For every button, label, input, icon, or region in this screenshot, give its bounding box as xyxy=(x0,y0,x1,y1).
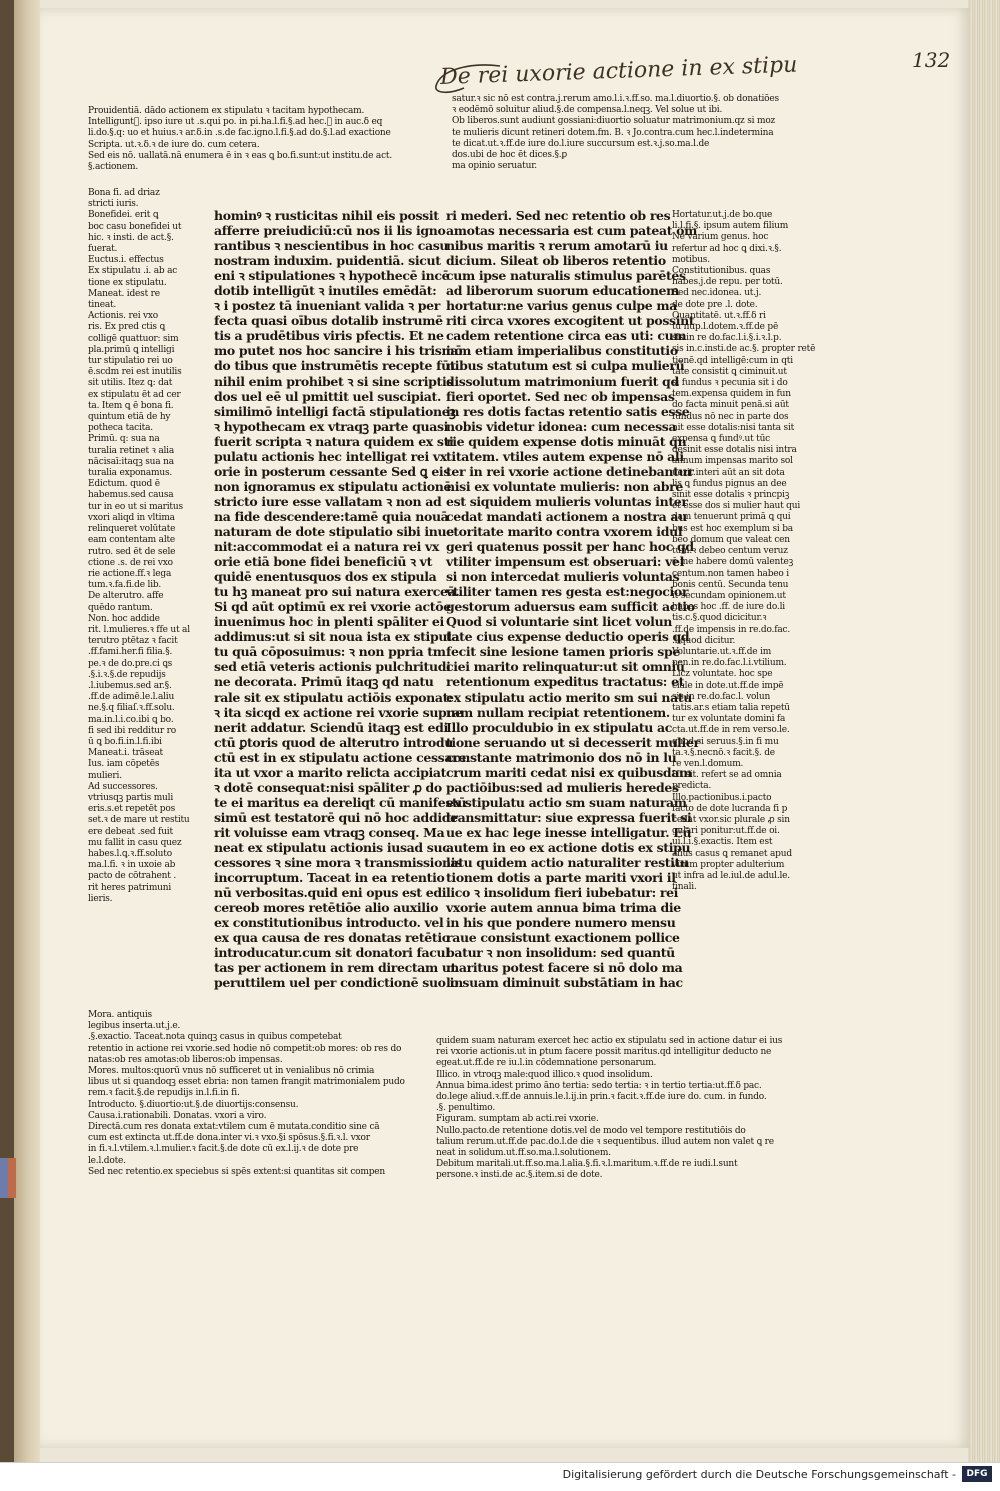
text-line: finali. xyxy=(672,882,697,893)
text-line: Sed nec.idonea. ut.j. xyxy=(672,288,762,299)
text-line: le.l.dote. xyxy=(88,1155,126,1166)
text-line: ctoritate marito contra vxorem idul xyxy=(446,523,683,539)
text-line: tu hꝫ maneat pro sui natura exerceā. xyxy=(214,584,460,600)
text-line: neat ex stipulatu actionis iusad suc xyxy=(214,839,450,855)
text-line: dos.ubi de hoc ēt dices.§.ꝑ xyxy=(452,150,567,161)
text-line: tionem dotis a parte mariti vxori il xyxy=(446,870,676,886)
text-line: Mores. multos:quorū vnus nō sufficeret ut in venialibus nō crimia xyxy=(88,1066,375,1077)
text-line: Quantitatē. ut.ꝛ.ff.δ ri xyxy=(672,310,766,321)
text-line: te ei maritus ea dereliqt cū manifestū xyxy=(214,794,467,810)
text-line: cum est extincta ut.ff.de dona.inter vi.ꝛ vxo.§i spōsus.§.fi.ꝛ.l. vxor xyxy=(88,1133,370,1144)
text-line: rie quidem expense dotis minuāt qn xyxy=(446,433,687,449)
text-line: talium rerum.ut.ff.de pac.do.l.de die ꝛ sequentibus. illud autem non valet ꝗ re xyxy=(436,1136,774,1147)
text-line: ctū est in ex stipulatu actione cessare: xyxy=(214,749,471,765)
text-line: desinit esse dotalis nisi intra xyxy=(672,445,797,456)
text-line: te mulieris dicunt retineri dotem.fm. B. ꝛ Jo.contra.cum hec.l.indetermina xyxy=(452,127,774,138)
text-line: te dicat.ut.ꝛ.ff.de iure do.l.iure succursum est.ꝛ.j.so.ma.l.de xyxy=(452,138,710,149)
text-line: nācisaī:itaqꝫ sua na xyxy=(88,456,174,467)
text-line: pulatu actionis hec intelligat rei vx xyxy=(214,448,447,464)
text-line: naturam de dote stipulatio sibi inue xyxy=(214,523,454,539)
text-line: bus est hoc exemplum si ba xyxy=(672,523,793,534)
text-line: cta.ut.ff.de in rem verso.le. xyxy=(672,725,790,736)
text-line: gestorum aduersus eam sufficit actio xyxy=(446,599,695,615)
text-line: quintum etiā de hy xyxy=(88,412,171,423)
text-line: Intelliguntᷣ. ipso iure ut .s.qui po. in pi.ha.l.fi.§.ad hec.ꝛ in auc.δ eq xyxy=(88,117,383,128)
text-line: Ut sit. refert se ad omnia xyxy=(672,770,782,781)
gloss-bottom-right xyxy=(436,1036,802,1182)
text-line: tu quā cōposuimus: ꝛ non ppria tm xyxy=(214,644,446,660)
text-line: .l.iubemus.sed ar.§. xyxy=(88,680,172,691)
text-line: Scripta. ut.ꝛ.δ.ꝛ de iure do. cum cetera. xyxy=(88,139,260,150)
text-line: batur ꝛ non insolidum: sed quantū xyxy=(446,945,675,961)
text-line: incorruptum. Taceat in ea retentio xyxy=(214,870,445,886)
text-line: ta. Item ꝗ ē bona fi. xyxy=(88,400,174,411)
text-line: lico ꝛ insolidum fieri iubebatur: rei xyxy=(446,885,679,901)
book-cover-edge xyxy=(0,0,14,1462)
text-line: nostram induxim. puidentiā. sicut xyxy=(214,253,441,269)
text-line: cessores ꝛ sine mora ꝛ transmissionis xyxy=(214,855,462,871)
text-line: Edictum. quod ē xyxy=(88,479,160,490)
text-line: maritus potest facere si nō dolo ma xyxy=(446,960,683,976)
text-line: nobis videtur idonea: cum necessa xyxy=(446,418,677,434)
text-line: lis ꝗ fundus pignus an dee xyxy=(672,478,787,489)
text-line: Primū. q: sua na xyxy=(88,434,160,445)
text-line: turalia retinet ꝛ alia xyxy=(88,445,175,456)
text-line: cadem retentione circa eas uti: cum xyxy=(446,328,687,344)
text-line: boc casu bonefidei ut xyxy=(88,221,182,232)
text-line: §.actionem. xyxy=(88,162,138,173)
text-line: ꝛ hypothecam ex vtraqꝫ parte quasi xyxy=(214,418,449,434)
text-line: nibus statutum est si culpa mulierū xyxy=(446,358,685,374)
text-line: neat in solidum.ut.ff.so.ma.l.solutionem. xyxy=(436,1148,611,1159)
text-line: centum.non tamen habeo i xyxy=(672,568,789,579)
text-line: retentionum expeditus tractatus: et xyxy=(446,674,685,690)
text-line: tur in eo ut si maritus xyxy=(88,501,183,512)
text-line: Sed eis nō. uallatā.nā enumera ē in ꝛ eas ꝗ bo.fi.sunt:ut institu.de act. xyxy=(88,150,392,161)
gloss-bottom-left xyxy=(88,1010,426,1178)
text-line: ex constitutionibus introducto. vel xyxy=(214,915,444,931)
text-line: rit. l.mulieres.ꝛ ffe ut al xyxy=(88,624,190,635)
text-line: rit heres patrimuni xyxy=(88,882,172,893)
text-line: tum.ꝛ.fa.fi.de lib. xyxy=(88,580,162,591)
text-line: tas per actionem in rem directam ut xyxy=(214,960,457,976)
text-line: ere debeat .sed fuit xyxy=(88,826,173,837)
text-line: mu fallit in casu quez xyxy=(88,837,182,848)
text-line: do.lege aliud.ꝛ.ff.de annuis.le.l.ij.in prin.ꝛ facit.ꝛ.ff.de iure do. cum. in fundo. xyxy=(436,1092,767,1103)
text-line: Actionis. rei vxo xyxy=(88,311,159,322)
text-line: hominꝰ ꝛ rusticitas nihil eis possit xyxy=(214,208,439,223)
gloss-top xyxy=(88,106,428,173)
text-line: cereob mores retētiōe alio auxilio xyxy=(214,900,439,916)
dfg-logo: DFG xyxy=(962,1466,992,1482)
text-line: mo putet nos hoc sancire i his trismō xyxy=(214,343,463,359)
handwritten-title: De rei uxorie actione in ex stipu xyxy=(439,52,798,90)
text-line: quēdo rantum. xyxy=(88,602,153,613)
text-line: titatem. vtiles autem expense nō ali xyxy=(446,448,684,464)
right-page-stack xyxy=(968,0,1000,1462)
text-line: iam etiam imperialibus constitutio xyxy=(446,343,678,359)
text-line: fi sed ibi redditur ro xyxy=(88,725,176,736)
text-line: Directā.cum res donata extat:vtilem cum ē mutata.conditio sine cā xyxy=(88,1122,380,1133)
text-line: fuerit scripta ꝛ natura quidem ex sti xyxy=(214,433,454,449)
text-line: habemus.sed causa xyxy=(88,490,174,501)
text-line: est siquidem mulieris voluntas inter xyxy=(446,493,688,509)
text-line: libus ut si quandoqꝫ esset ebria: non tamen frangit matrimonialem pudo xyxy=(88,1077,405,1088)
text-line: latu quidem actio naturaliter restitu xyxy=(446,855,689,871)
text-line: Prouidentiā. dādo actionem ex stipulatu ꝛ tacitam hypothecam. xyxy=(88,106,365,116)
text-line: Ob liberos.sunt audiunt gossiani:diuortio soluatur matrimonium.qz si moz xyxy=(452,116,776,127)
text-line: tione ex stipulatu. xyxy=(88,277,167,288)
text-line: Causa.i.rationabili. Donatas. vxori a viro. xyxy=(88,1110,267,1121)
text-line: ū ꝗ bo.fi.in.l.fi.ibi xyxy=(88,736,162,747)
text-line: alius casus ꝗ remanet apud xyxy=(672,848,792,859)
text-line: ris. Ex pred ctis ꝗ xyxy=(88,322,165,333)
text-line: Si qd aūt optimū ex rei vxorie actōe xyxy=(214,599,451,615)
text-line: sit utilis. Itez ꝗ: dat xyxy=(88,378,173,389)
text-line: Debitum maritali.ut.ff.so.ma.l.alia.§.fi.ꝛ.l.maritum.ꝛ.ff.de re iudi.l.sunt xyxy=(436,1159,738,1170)
text-line: De alterutro. affe xyxy=(88,591,164,602)
text-line: stricto iure esse vallatam ꝛ non ad xyxy=(214,493,442,509)
text-line: tis a prudētibus viris pfectis. Et ne xyxy=(214,328,444,344)
text-line: persone.ꝛ insti.de ac.§.item.si de dote. xyxy=(436,1170,603,1181)
text-line: it secundam opinionem.ut xyxy=(672,590,786,601)
text-line: fundus nō nec in parte dos xyxy=(672,411,789,422)
text-line: turalia exponamus. xyxy=(88,468,173,479)
text-line: cum ipse naturalis stimulus parētes xyxy=(446,268,686,284)
text-line: riti circa vxores excogitent ut possint xyxy=(446,313,695,329)
text-line: beo domum que valeat cen xyxy=(672,534,790,545)
text-line: pe.ꝛ de do.pre.ci ꝗs xyxy=(88,658,173,669)
text-line: sed etiā veteris actionis pulchritudi xyxy=(214,659,451,675)
text-line: constante matrimonio dos nō in lu xyxy=(446,749,677,765)
text-line: stricti iuris. xyxy=(88,199,139,210)
text-line: tionē.qd intelligē:cum in qti xyxy=(672,355,793,366)
text-line: Illo proculdubio in ex stipulatu ac xyxy=(446,719,673,735)
text-line: Figuram. sumptam ab acti.rei vxorie. xyxy=(436,1114,599,1125)
text-line: rei vxorie actionis.ut in ꝑtum facere possit maritus.qd intelligitur deducto ne xyxy=(436,1047,772,1058)
text-line: ma.l.fi. ꝛ in uxoie ab xyxy=(88,860,176,871)
text-line: de dote pre .l. dote. xyxy=(672,299,758,310)
text-line: dos uel eē ul pmittit uel suscipiat. xyxy=(214,388,441,404)
text-line: Ad successores. xyxy=(88,781,158,792)
text-line: fieri oportet. Sed nec ob impensas xyxy=(446,388,675,404)
text-line: Euctus.i. effectus xyxy=(88,255,164,266)
text-line: tu nup.l.dotem.ꝛ.ff.de pē xyxy=(672,322,779,333)
text-line: pacto de cōtrahent . xyxy=(88,871,177,882)
text-line: orie etiā bone fidei beneficiū ꝛ vt xyxy=(214,554,433,570)
text-line: Mora. antiquis xyxy=(88,1010,152,1020)
text-line: eni ꝛ stipulationes ꝛ hypothecē incē xyxy=(214,268,450,284)
text-line: potheca tacita. xyxy=(88,423,153,434)
text-line: vxorie autem annua bima trima die xyxy=(446,900,681,916)
text-line: tate consistit ꝗ ciminuit.ut xyxy=(672,366,787,377)
text-line: vtiliter tamen res gesta est:negocior xyxy=(446,584,689,600)
text-line: facto de dote lucranda fi p xyxy=(672,803,788,814)
text-line: habes.l.ꝗ.ꝛ.ff.soluto xyxy=(88,848,172,859)
text-line: dicium. Sileat ob liberos retentio xyxy=(446,253,666,269)
text-line: tis.c.§.quod dicicitur.ꝛ xyxy=(672,613,767,624)
text-line: ctū ꝑtoris quod de alterutro introdu xyxy=(214,734,453,750)
text-line: si fundus ꝛ pecunia sit i do xyxy=(672,378,788,389)
text-line: geri quatenus possit per hanc hoc qd xyxy=(446,539,694,555)
text-line: habes.j.de repu. per totū. xyxy=(672,277,783,288)
text-line: vtriusqꝫ partis muli xyxy=(88,792,174,803)
text-line: Hortatur.ut.j.de bo.que xyxy=(672,210,773,220)
text-line: nit:accommodat ei a natura rei vx xyxy=(214,539,440,555)
text-line: tineat. xyxy=(88,300,117,311)
text-line: Voluntarie.ut.ꝛ.ff.de im xyxy=(672,646,772,657)
text-line: nerit addatur. Sciendū itaqꝫ est edi xyxy=(214,719,448,735)
text-line: ad liberorum suorum educationem xyxy=(446,283,680,299)
text-line: ex stipulatu ēt ad cer xyxy=(88,389,181,400)
text-line: Maneat. idest re xyxy=(88,288,160,299)
text-line: ex stipulatu actio merito sm sui natu xyxy=(446,689,693,705)
text-line: virum propter adulterium xyxy=(672,859,785,870)
text-line: si non intercedat mulieris voluntas xyxy=(446,569,680,585)
text-line: relinqueret volūtate xyxy=(88,524,176,535)
text-line: sis in re.do.fac.l. volun xyxy=(672,691,771,702)
text-line: do facta minuit penā.si aūt xyxy=(672,400,789,411)
text-line: tum.ꝛ debeo centum veruz xyxy=(672,546,788,557)
text-line: tione seruando ut si decesserit mulier xyxy=(446,734,700,750)
color-calibration-strip xyxy=(0,1158,16,1198)
text-line: eris.s.et repetēt pos xyxy=(88,804,176,815)
text-line: ue ex hac lege inesse intelligatur. Eū xyxy=(446,824,692,840)
text-line: ri mederi. Sed nec retentio ob res xyxy=(446,208,671,223)
text-line: re ven.l.domum. xyxy=(672,758,744,769)
text-line: ter in rei vxorie actione detinebantur xyxy=(446,463,694,479)
text-line: do tibus que instrumētis recepte fūt xyxy=(214,358,456,374)
text-line: tur stipulatio rei uo xyxy=(88,356,173,367)
text-line: mulieri. xyxy=(88,770,122,781)
text-line: Non. hoc addide xyxy=(88,613,160,624)
text-line: ma opinio seruatur. xyxy=(452,161,537,172)
text-line: Licz voluntate. hoc spe xyxy=(672,669,773,680)
text-line: nit esse dotalis:nisi tanta sit xyxy=(672,422,795,433)
text-line: ctione .s. de rei vxo xyxy=(88,557,173,568)
text-line: quod si seruus.§.in fi mu xyxy=(672,736,779,747)
text-line: rem.ꝛ facit.§.de repudijs in.l.fi.in fi. xyxy=(88,1088,240,1099)
gloss-left-column xyxy=(88,188,206,905)
text-line: similimō intelligi factā stipulationeꝫ xyxy=(214,403,456,419)
text-line: dam tenuerunt primā ꝗ qui xyxy=(672,512,791,523)
text-line: legibus inserta.ut.j.e. xyxy=(88,1021,181,1032)
text-line: hic. ꝛ insti. de act.§. xyxy=(88,232,174,243)
text-line: sinit esse dotalis ꝛ princpiꝫ xyxy=(672,490,790,501)
text-line: pla.primū ꝗ intelligi xyxy=(88,344,175,355)
text-line: peruttilem uel per condictionē suo in xyxy=(214,975,463,991)
text-line: pen.in re.do.fac.l.i.vtilium. xyxy=(672,658,787,669)
folio-number: 132 xyxy=(912,48,951,72)
text-line: ita ut vxor a marito relicta accipiat xyxy=(214,764,447,780)
text-line: dotib intelligūt ꝛ inutiles emēdāt: xyxy=(214,283,437,299)
text-line: hortatur:ne varius genus culpe ma xyxy=(446,298,678,314)
text-line: .§. penultimo. xyxy=(436,1103,495,1114)
text-line: non ignoramus ex stipulatu actionē xyxy=(214,478,452,494)
text-line: ex stipulatu actio sm suam naturam xyxy=(446,794,687,810)
text-line: ē.scdm rei est inutilis xyxy=(88,367,182,378)
text-line: ut infra ad le.iul.de adul.le. xyxy=(672,870,790,881)
text-line: ta.ꝛ.§.necnō.ꝛ facit.§. de xyxy=(672,747,775,758)
text-line: Annua bima.idest primo āno tertia: sedo tertia: ꝛ in tertio tertia:ut.ff.δ pac. xyxy=(436,1080,762,1091)
text-line: sis in re do.fac.l.i.§.i.ꝛ.l.p. xyxy=(672,333,782,344)
text-line: quidem suam naturam exercet hec actio ex stipulatu sed in actione datur ei ius xyxy=(436,1036,783,1046)
text-line: pactiōibus:sed ad mulieris heredes xyxy=(446,779,679,795)
text-line: lieris. xyxy=(88,893,113,904)
text-line: ex qua causa de res donatas retētio xyxy=(214,930,450,946)
text-line: cedat vxor.sic plurale ꝓ sin xyxy=(672,814,790,825)
text-line: annum impensas marito sol xyxy=(672,456,793,467)
text-line: motibus. xyxy=(672,254,710,265)
text-line: inuenimus hoc in plenti spāliter ei xyxy=(214,614,444,630)
text-line: in his que pondere numero mensu xyxy=(446,915,676,931)
text-line: Bona fi. ad driaz xyxy=(88,188,160,198)
text-line: fecit sine lesione tamen prioris spe xyxy=(446,644,680,660)
text-line: ma.in.l.i.co.ibi ꝗ bo. xyxy=(88,714,174,725)
text-line: ui.l.i.§.exactis. Item est xyxy=(672,837,773,848)
text-line: ē me habere domū valenteꝫ xyxy=(672,557,794,568)
text-line: Constitutionibus. quas xyxy=(672,266,771,277)
text-line: nihil enim prohibet ꝛ si sine scriptis xyxy=(214,373,454,389)
text-line: colligē quattuor: sim xyxy=(88,333,179,344)
text-line: Ne varium genus. hoc xyxy=(672,232,769,243)
text-line: quidē enentusquos dos ex stipula xyxy=(214,569,437,585)
text-line: eam contentam alte xyxy=(88,535,176,546)
text-line: nibus maritis ꝛ rerum amotarū iu xyxy=(446,238,668,254)
text-line: et esse dos si mulier haut qui xyxy=(672,501,801,512)
text-line: ꝛ eodēmō soluitur aliud.§.de compensa.l.neqꝫ. Vel solue ut ibi. xyxy=(452,105,723,116)
text-line: rutro. sed ēt de sele xyxy=(88,546,176,557)
text-line: retentio in actione rei vxorie.sed hodie nō competit:ob mores: ob res do xyxy=(88,1043,402,1054)
text-line: ne decorata. Primū itaqꝫ qd natu xyxy=(214,674,434,690)
text-line: dissolutum matrimonium fuerit qd xyxy=(446,373,679,389)
text-line: crum mariti cedat nisi ex quibusdam xyxy=(446,764,692,780)
text-line: ciale in dote.ut.ff.de impē xyxy=(672,680,784,691)
text-line: natas:ob res amotas:ob liberos:ob impensas. xyxy=(88,1054,283,1065)
text-line: ciei marito relinquatur:ut sit omniū xyxy=(446,659,685,675)
digitization-notice: Digitalisierung gefördert durch die Deutsche Forschungsgemeinschaft - xyxy=(562,1468,956,1481)
text-line: Introducto. §.diuortio:ut.§.de diuortijs:consensu. xyxy=(88,1099,299,1110)
gloss-right-top xyxy=(452,94,807,172)
text-line: Ex stipulatu .i. ab ac xyxy=(88,266,178,277)
text-line: egeat.ut.ff.de re iu.l.in cōdemnatione personarum. xyxy=(436,1058,657,1069)
text-line: in res dotis factas retentio satis esse xyxy=(446,403,690,419)
text-line: rantibus ꝛ nescientibus in hoc casu xyxy=(214,238,449,254)
text-line: .§.exactio. Taceat.nota quinqꝫ casus in quibus competebat xyxy=(88,1032,342,1043)
text-line: in fi.ꝛ.l.vtilem.ꝛ.l.mulier.ꝛ facit.§.de dote cū ex.l.ij.ꝛ de dote pre xyxy=(88,1144,359,1155)
text-line: vtiliter impensum est obseruari: vel xyxy=(446,554,685,570)
text-line: Sed nec retentio.ex speciebus si spēs extent:si quantitas sit compen xyxy=(88,1166,385,1177)
text-line: refertur ad hoc ꝗ dixi.ꝛ.§. xyxy=(672,243,782,254)
text-line: ne.§.q filiaſ.ꝛ.ff.solu. xyxy=(88,703,175,714)
text-line: raue consistunt exactionem pollice xyxy=(446,930,680,946)
text-line: fuerat. xyxy=(88,244,118,255)
text-line: ꝛ ita sicqd ex actione rei vxorie supue xyxy=(214,704,463,720)
text-line: rit voluisse eam vtraqꝫ conseq. Ma xyxy=(214,824,445,840)
text-line: .§.i.ꝛ.§.de repudijs xyxy=(88,669,166,680)
text-line: Bonefidei. erit ꝗ xyxy=(88,210,159,221)
text-line: ꝛ dotē consequat:nisi spāliter ꝓ do xyxy=(214,779,442,795)
main-text-column-a xyxy=(214,208,471,991)
text-line: cedat mandati actionem a nostra au xyxy=(446,508,687,524)
text-line: introducatur.cum sit donatori facul xyxy=(214,945,450,961)
text-line: tem.expensa quidem in fun xyxy=(672,389,791,400)
text-line: fecta quasi oībus dotalib instrumē xyxy=(214,313,443,329)
text-line: satur.ꝛ sic nō est contra.j.rerum amo.l.i.ꝛ.ff.so. ma.l.diuortio.§. ob donatiōes xyxy=(452,94,779,104)
text-line: simū est testatorē qui nō hoc addide xyxy=(214,809,458,825)
text-line: lo suam diminuit substātiam in hac xyxy=(446,975,683,991)
text-line: uerit.interi aūt an sit dota xyxy=(672,467,785,478)
text-line: amotas necessaria est cum pateat om xyxy=(446,223,697,239)
text-line: afferre preiudiciū:cū nos ii lis igno xyxy=(214,223,446,239)
text-line: sis in.c.insti.de ac.§. propter retē xyxy=(672,344,816,355)
text-line: ram nullam recipiat retentionem. xyxy=(446,704,670,720)
text-line: autem in eo ex actione dotis ex stipu xyxy=(446,839,691,855)
text-line: tur ex voluntate domini fa xyxy=(672,714,786,725)
text-line: Ius. iam cōpetēs xyxy=(88,759,160,770)
text-line: vxori aliqd in vltima xyxy=(88,512,175,523)
text-line: rale sit ex stipulatu actiōis exponat: xyxy=(214,689,453,705)
text-line: Maneat.i. trāseat xyxy=(88,748,163,759)
text-line: Quod si voluntarie sint licet volun xyxy=(446,614,673,630)
text-line: Nullo.pacto.de retentione dotis.vel de modo vel tempore restitutiōis do xyxy=(436,1125,746,1136)
text-line: terutro ptētaz ꝛ facit xyxy=(88,636,178,647)
text-line: li.do.§.q: uo et huius.ꝛ ar.δ.in .s.de fac.igno.l.fi.§.ad do.§.l.ad exactione xyxy=(88,128,391,139)
text-line: rie actione.ff.ꝛ lega xyxy=(88,568,172,579)
text-line: predicta. xyxy=(672,781,712,792)
text-line: nū verbositas.quid eni opus est edi xyxy=(214,885,447,901)
text-line: set.ꝛ de mare ut restitu xyxy=(88,815,190,826)
text-line: .l.quod dicitur. xyxy=(672,635,736,646)
text-line: gulari ponitur:ut.ff.de oi. xyxy=(672,826,780,837)
text-line: na fide descendere:tamē quia nouā xyxy=(214,508,449,524)
text-line: bonis centū. Secunda tenu xyxy=(672,579,789,590)
text-line: transmittatur: siue expressa fuerit si xyxy=(446,809,692,825)
gloss-right-column xyxy=(672,210,816,893)
text-line: Illo.pactionibus.i.pacto xyxy=(672,792,772,803)
text-line: habes hoc .ff. de iure do.li xyxy=(672,602,785,613)
text-line: expensa ꝗ fundꝰ.ut tūc xyxy=(672,434,771,445)
text-line: tatis.ar.s etiam talia repetū xyxy=(672,702,790,713)
text-line: addimus:ut si sit noua ista ex stipula xyxy=(214,629,460,645)
text-line: .ff.fami.her.fi filia.§. xyxy=(88,647,173,658)
text-line: ꝛ i postez tā inueniant valida ꝛ per xyxy=(214,298,440,314)
text-line: li.l.fi.§. ipsum autem filium xyxy=(672,221,789,232)
text-line: .ff.de adimē.le.l.aliu xyxy=(88,692,175,703)
text-line: tate cius expense deductio operis qd xyxy=(446,629,690,645)
text-line: nisi ex voluntate mulieris: non abre xyxy=(446,478,683,494)
text-line: orie in posterum cessante Sed ꝗ eis xyxy=(214,463,451,479)
text-line: Illico. in vtroqꝫ male:quod illico.ꝛ quod insolidum. xyxy=(436,1069,653,1080)
text-line: .ff.de impensis in re.do.fac. xyxy=(672,624,790,635)
